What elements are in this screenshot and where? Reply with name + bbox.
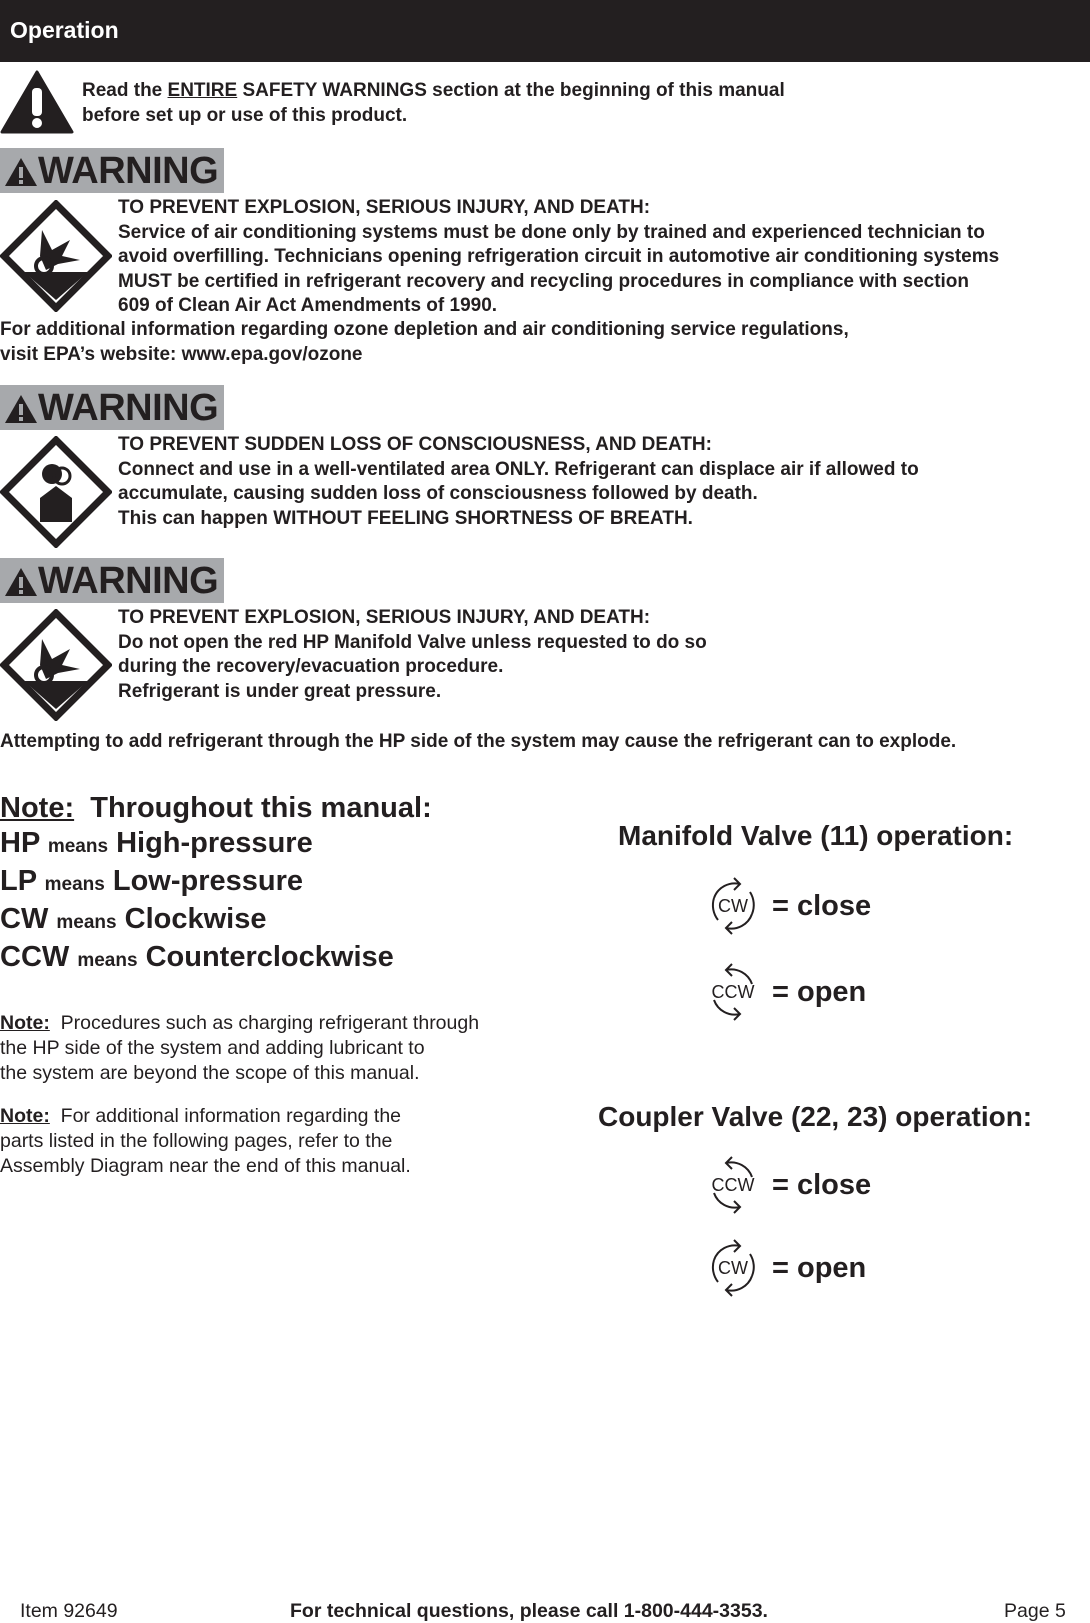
page-number: Page 5 bbox=[1004, 1600, 1066, 1622]
note-scope: Note: Procedures such as charging refrigerant through the HP side of the system and adding lubricant to the system are beyond the scope of this manual. bbox=[0, 1012, 480, 1084]
svg-text:CW: CW bbox=[718, 1258, 748, 1278]
clockwise-icon bbox=[706, 876, 760, 936]
svg-text:CW: CW bbox=[718, 896, 748, 916]
glossary: Note: Throughout this manual: HP means High-pressure LP means Low-pressure CW means Clockwise CCW means Counterclockwise bbox=[0, 792, 432, 973]
svg-text:CCW: CCW bbox=[711, 1175, 755, 1195]
counterclockwise-icon bbox=[706, 1155, 760, 1215]
epa-info: For additional information regarding ozone depletion and air conditioning service regulations, visit EPA’s website: www.epa.gov/ozone bbox=[0, 319, 849, 365]
warning-banner: WARNING bbox=[0, 385, 224, 430]
warning-triangle-icon bbox=[4, 157, 38, 187]
suffocation-icon bbox=[0, 436, 112, 548]
intro-text: Read the ENTIRE SAFETY WARNINGS section at the beginning of this manual before set up or use of this product. bbox=[82, 80, 785, 126]
item-number: Item 92649 bbox=[20, 1600, 118, 1622]
caution-triangle-icon bbox=[0, 70, 74, 134]
hp-caution: Attempting to add refrigerant through the HP side of the system may cause the refrigerant can to explode. bbox=[0, 731, 957, 752]
counterclockwise-icon bbox=[706, 962, 760, 1022]
warning-triangle-icon bbox=[4, 567, 38, 597]
warning-banner: WARNING bbox=[0, 148, 224, 193]
warning-banner: WARNING bbox=[0, 558, 224, 603]
warning-1-text: TO PREVENT EXPLOSION, SERIOUS INJURY, AND DEATH: Service of air conditioning systems must be done only by trained and experienced technician to avoid overfilling. Technicians opening refrigeration circuit in automotive air conditioning systems MUST be certified in refrigerant recovery and recycling procedures in compliance with section 609 of Clean Air Act Amendments of 1990. bbox=[118, 197, 1000, 316]
manifold-cw-row: CW = close bbox=[706, 876, 871, 936]
manifold-title: Manifold Valve (11) operation: bbox=[618, 820, 1014, 851]
coupler-title: Coupler Valve (22, 23) operation: bbox=[598, 1101, 1033, 1132]
support-phone: For technical questions, please call 1-800-444-3353. bbox=[290, 1600, 768, 1622]
explosion-icon bbox=[0, 200, 112, 312]
clockwise-icon bbox=[706, 1238, 760, 1298]
section-header bbox=[0, 0, 1090, 62]
coupler-cw-row: CW = open bbox=[706, 1238, 866, 1298]
warning-triangle-icon bbox=[4, 394, 38, 424]
coupler-ccw-row: CCW = close bbox=[706, 1155, 871, 1215]
explosion-icon bbox=[0, 609, 112, 721]
manifold-ccw-row: CCW = open bbox=[706, 962, 866, 1022]
warning-3-text: TO PREVENT EXPLOSION, SERIOUS INJURY, AND DEATH: Do not open the red HP Manifold Valve unless requested to do so during the recovery/evacuation procedure. Refrigerant is under great pressure. bbox=[118, 607, 707, 702]
section-title: Operation bbox=[10, 17, 119, 43]
svg-text:CCW: CCW bbox=[711, 982, 755, 1002]
warning-2-text: TO PREVENT SUDDEN LOSS OF CONSCIOUSNESS, AND DEATH: Connect and use in a well-ventilated area ONLY. Refrigerant can displace air if allowed to accumulate, causing sudden loss of consciousness followed by death. This can happen WITHOUT FEELING SHORTNESS OF BREATH. bbox=[118, 434, 919, 529]
note-assembly: Note: For additional information regarding the parts listed in the following pages, refer to the Assembly Diagram near the end of this manual. bbox=[0, 1105, 411, 1177]
